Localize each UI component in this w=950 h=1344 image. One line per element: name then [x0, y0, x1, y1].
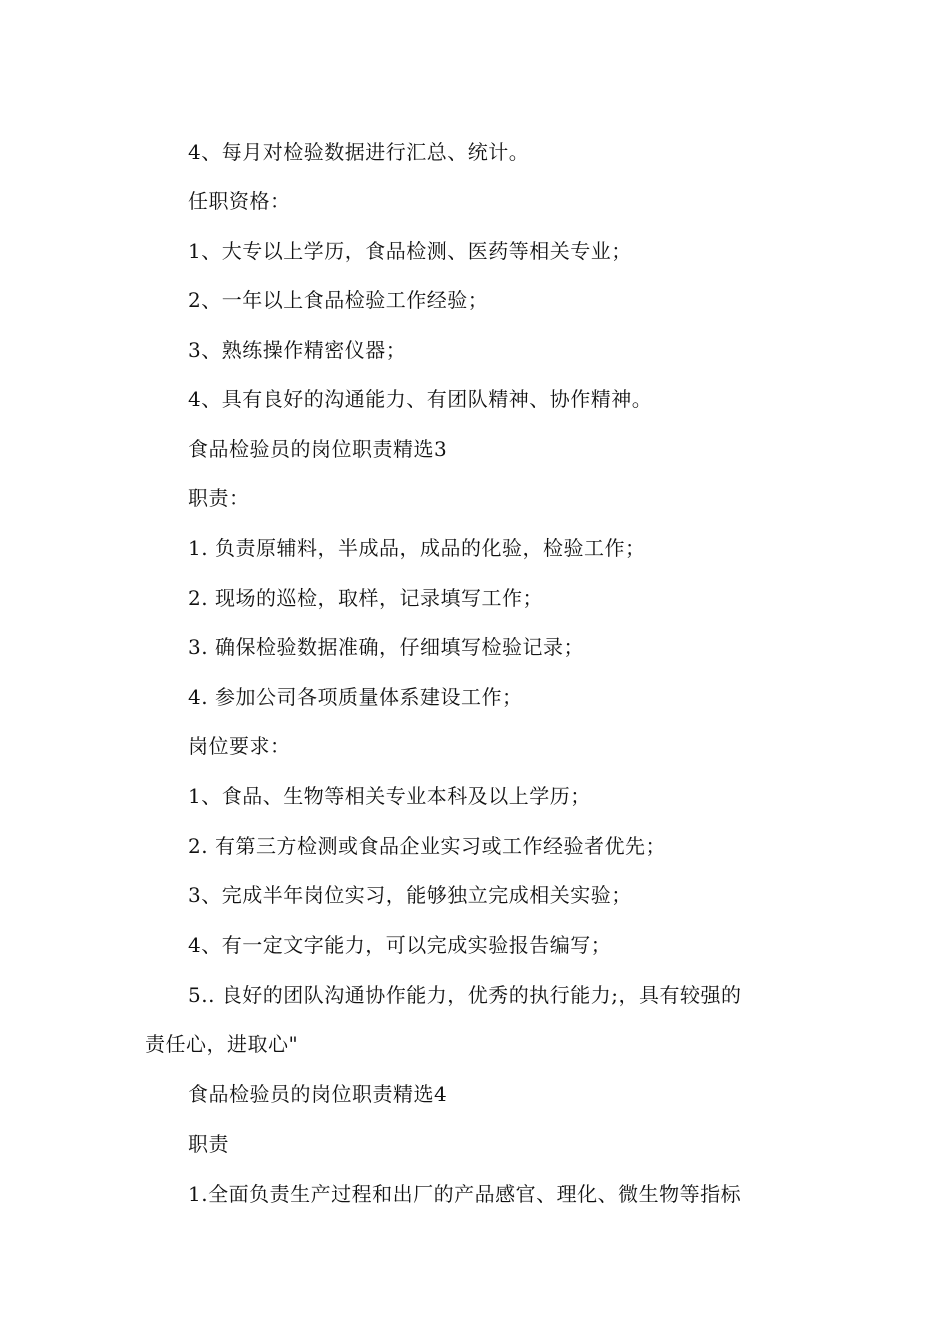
- section-heading: 职责: [188, 1132, 229, 1156]
- paragraph-line: 4、每月对检验数据进行汇总、统计。: [188, 140, 530, 164]
- paragraph-line: 4、具有良好的沟通能力、有团队精神、协作精神。: [188, 387, 653, 411]
- paragraph-line: 1. 负责原辅料，半成品，成品的化验，检验工作；: [188, 536, 646, 560]
- section-heading: 岗位要求：: [188, 734, 291, 758]
- paragraph-line: 4. 参加公司各项质量体系建设工作；: [188, 685, 523, 709]
- paragraph-line: 3、熟练操作精密仪器；: [188, 338, 407, 362]
- section-title: 食品检验员的岗位职责精选4: [188, 1082, 448, 1106]
- paragraph-line: 1.全面负责生产过程和出厂的产品感官、理化、微生物等指标: [188, 1182, 742, 1206]
- paragraph-line: 4、有一定文字能力，可以完成实验报告编写；: [188, 933, 612, 957]
- section-heading: 职责：: [188, 486, 250, 510]
- paragraph-line: 2、一年以上食品检验工作经验；: [188, 288, 489, 312]
- paragraph-line: 3、完成半年岗位实习，能够独立完成相关实验；: [188, 883, 632, 907]
- paragraph-line: 3. 确保检验数据准确，仔细填写检验记录；: [188, 635, 584, 659]
- paragraph-line: 2. 现场的巡检，取样，记录填写工作；: [188, 586, 543, 610]
- paragraph-line: 1、大专以上学历，食品检测、医药等相关专业；: [188, 239, 632, 263]
- paragraph-line: 5.. 良好的团队沟通协作能力，优秀的执行能力;，具有较强的: [188, 983, 742, 1007]
- section-title: 食品检验员的岗位职责精选3: [188, 437, 448, 461]
- paragraph-line: 2. 有第三方检测或食品企业实习或工作经验者优先；: [188, 834, 666, 858]
- section-heading: 任职资格：: [188, 189, 291, 213]
- paragraph-line: 1、食品、生物等相关专业本科及以上学历；: [188, 784, 591, 808]
- paragraph-line-continuation: 责任心，进取心": [145, 1032, 299, 1056]
